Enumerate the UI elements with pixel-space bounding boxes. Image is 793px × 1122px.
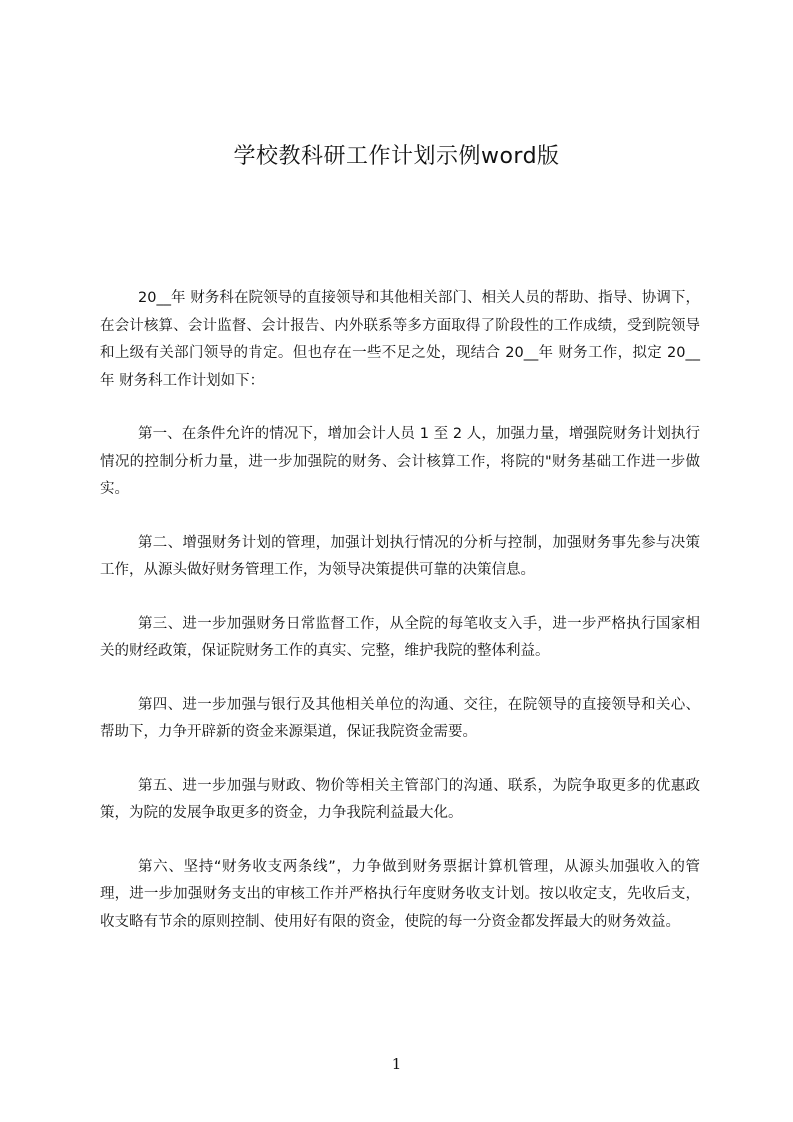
paragraph-item-5: 第五、进一步加强与财政、物价等相关主管部门的沟通、联系，为院争取更多的优惠政策，为院的发展争取更多的资金，力争我院利益最大化。: [100, 777, 700, 821]
document-body: [100, 285, 700, 962]
paragraph-item-6: 第六、坚持“财务收支两条线”，力争做到财务票据计算机管理，从源头加强收入的管理，进一步加强财务支出的审核工作并严格执行年度财务收支计划。按以收定支，先收后支，收支略有节余的原则控制、使用好有限的资金，使院的每一分资金都发挥最大的财务效益。: [100, 858, 700, 930]
paragraph-item-3: 第三、进一步加强财务日常监督工作，从全院的每笔收支入手，进一步严格执行国家相关的财经政策，保证院财务工作的真实、完整，维护我院的整体利益。: [100, 615, 700, 659]
paragraph-intro: 20__年 财务科在院领导的直接领导和其他相关部门、相关人员的帮助、指导、协调下，在会计核算、会计监督、会计报告、内外联系等多方面取得了阶段性的工作成绩，受到院领导和上级有关部门领导的肯定。但也存在一些不足之处，现结合 20__年 财务工作，拟定 20__年 财务科工作计划如下：: [100, 290, 700, 389]
page-number: 1: [391, 1055, 402, 1073]
document-title: 学校教科研工作计划示例word版: [233, 144, 560, 169]
paragraph-item-1: 第一、在条件允许的情况下，增加会计人员 1 至 2 人，加强力量，增强院财务计划执行情况的控制分析力量，进一步加强院的财务、会计核算工作，将院的"财务基础工作进一步做实。: [100, 426, 700, 497]
paragraph-item-4: 第四、进一步加强与银行及其他相关单位的沟通、交往，在院领导的直接领导和关心、帮助下，力争开辟新的资金来源渠道，保证我院资金需要。: [100, 696, 700, 740]
paragraph-item-2: 第二、增强财务计划的管理，加强计划执行情况的分析与控制，加强财务事先参与决策工作，从源头做好财务管理工作，为领导决策提供可靠的决策信息。: [100, 534, 700, 578]
